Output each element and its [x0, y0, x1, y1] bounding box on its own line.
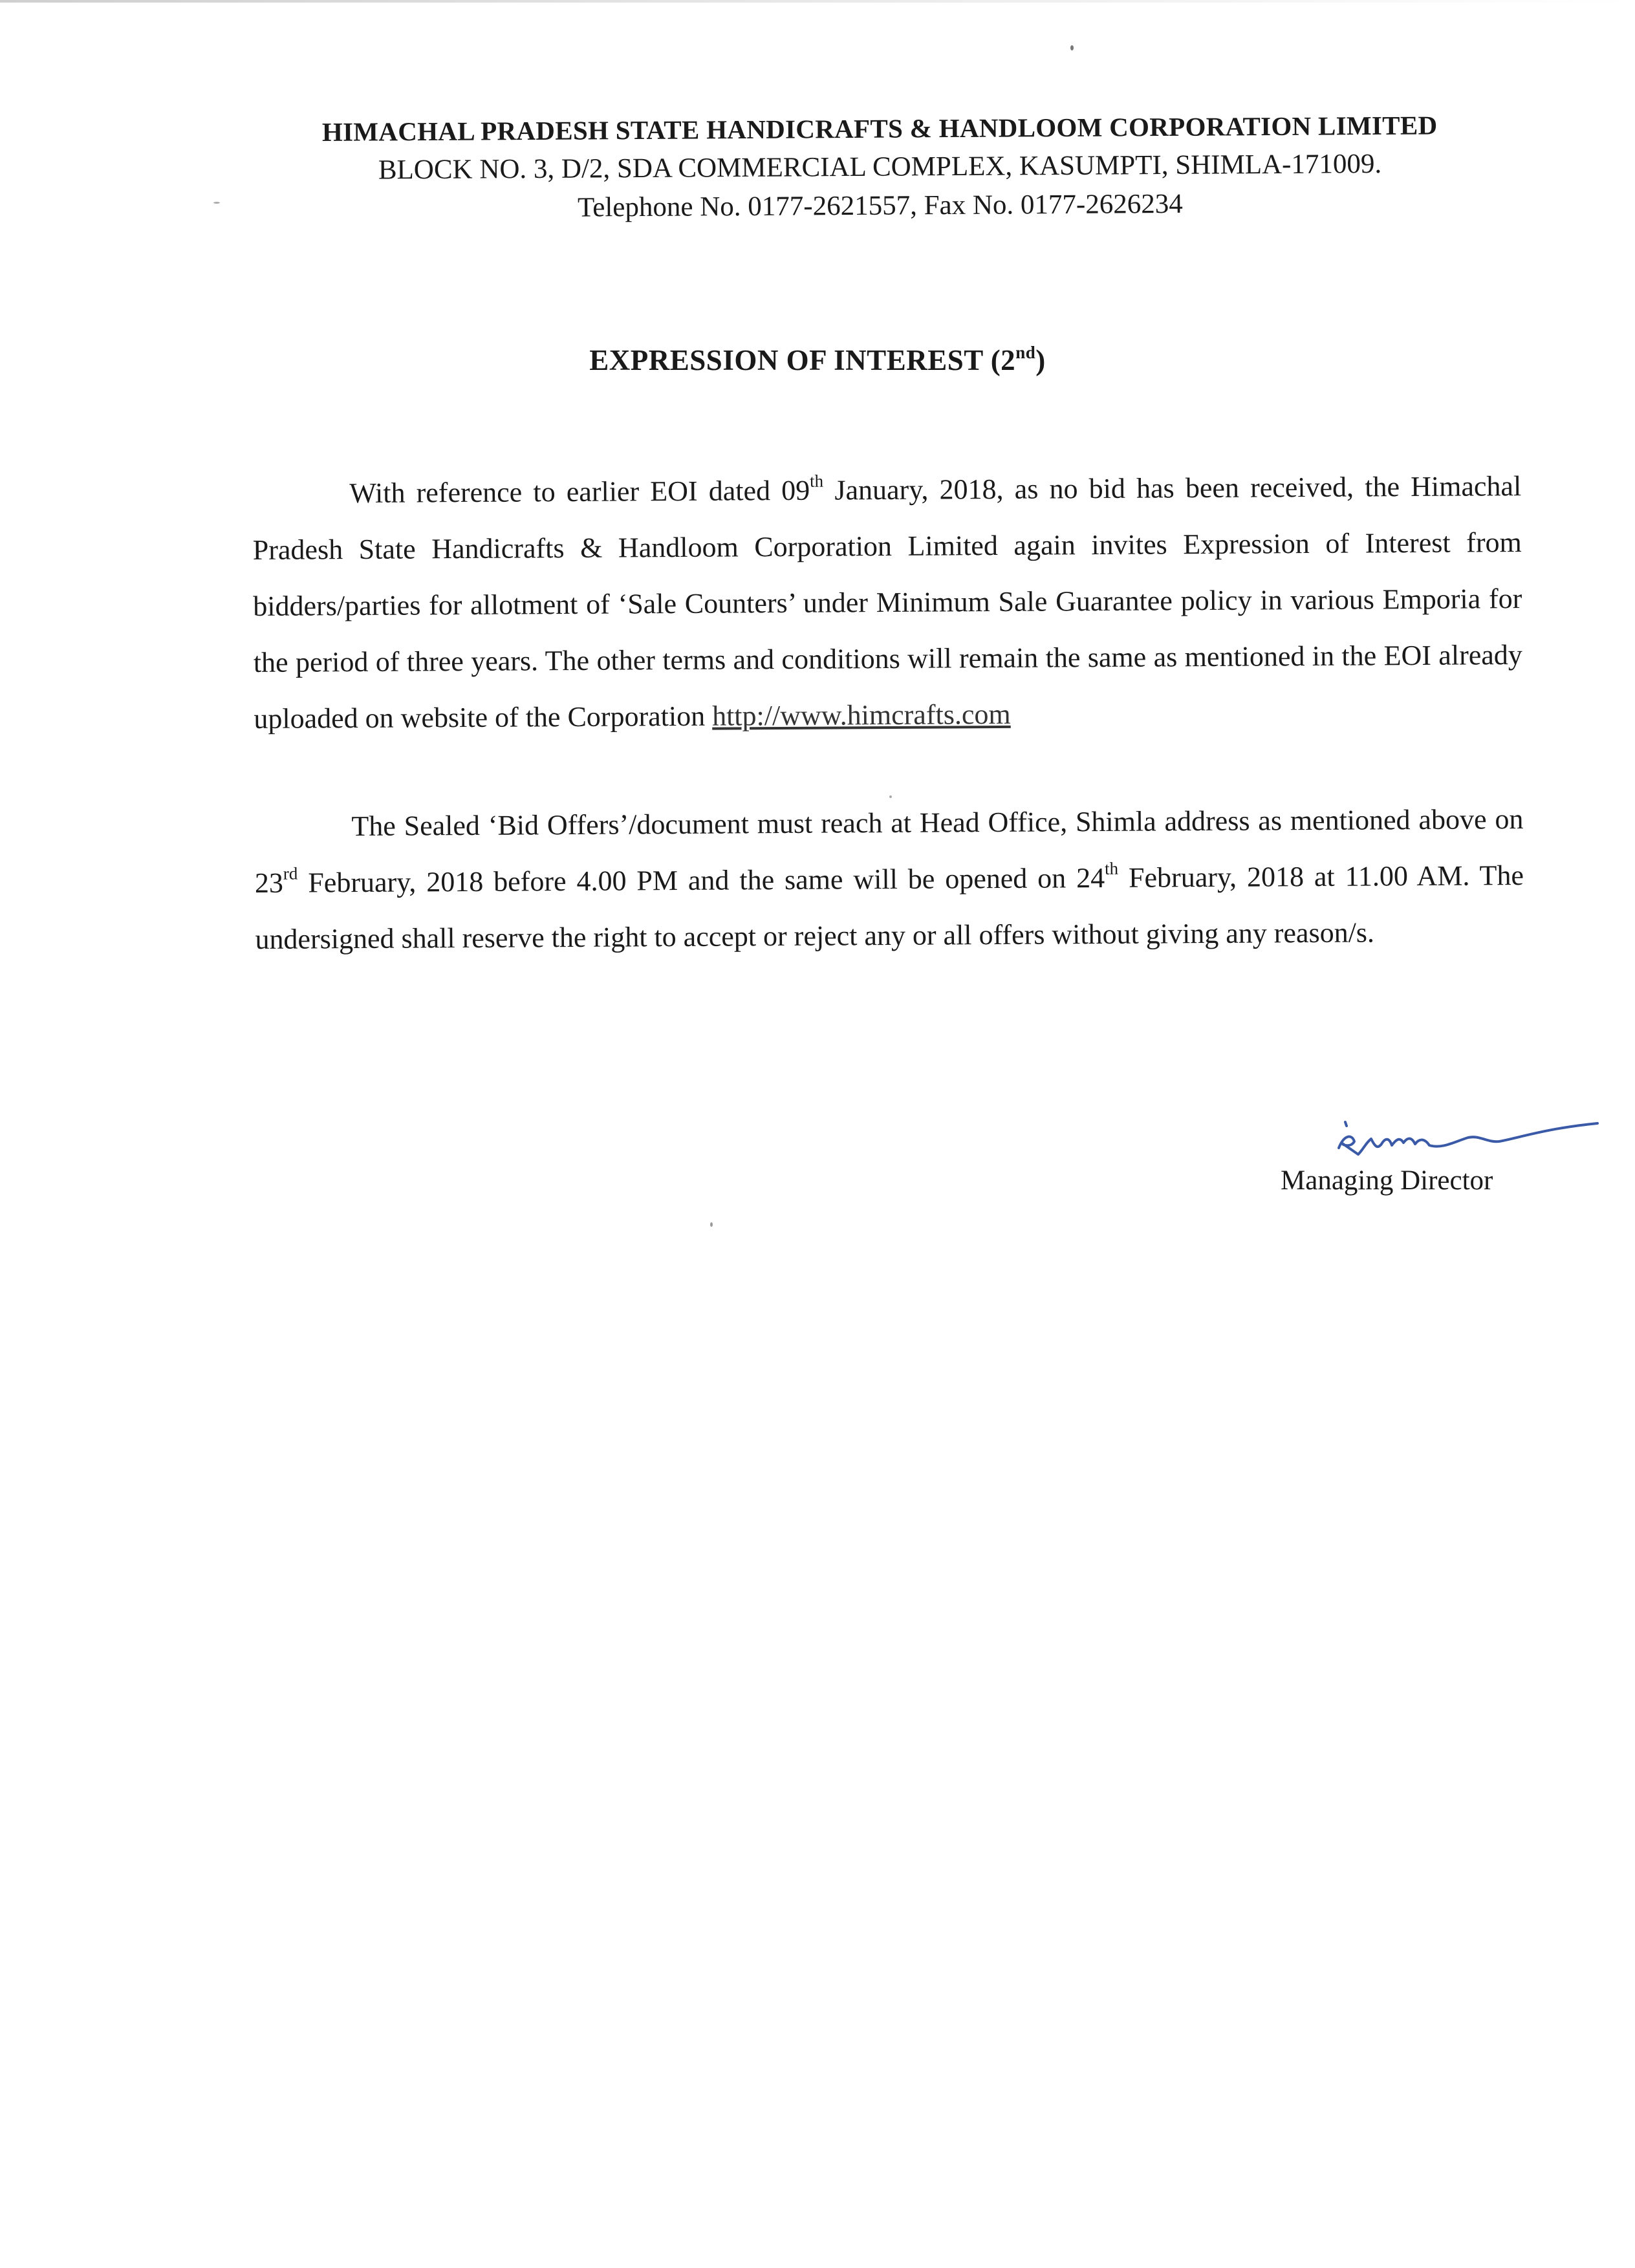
handwritten-signature	[1332, 1109, 1604, 1167]
scan-speck	[1070, 45, 1074, 50]
website-link[interactable]: http://www.himcrafts.com	[711, 698, 1011, 732]
paragraph-bid-submission	[254, 791, 1524, 967]
scan-speck	[213, 202, 220, 204]
organization-contact: Telephone No. 0177-2621557, Fax No. 0177-2626234	[577, 188, 1183, 223]
title-superscript: nd	[1015, 343, 1036, 362]
paragraph2-part1: The Sealed ‘Bid Offers’/document must reach at Head Office, Shimla address as mentioned above on 23	[254, 803, 1524, 899]
paragraph-eoi-reference	[252, 458, 1523, 747]
paragraph1-sup1: th	[810, 471, 824, 491]
signatory-designation: Managing Director	[1281, 1165, 1493, 1196]
scan-speck	[710, 1222, 713, 1227]
paragraph2-sup2: th	[1104, 858, 1119, 878]
paragraph2-part2: February, 2018 before 4.00 PM and the same will be opened on 24	[298, 861, 1105, 899]
paragraph2-sup1: rd	[283, 863, 298, 883]
paragraph1-part2: January, 2018, as no bid has been received, the Himachal Pradesh State Handicrafts & Handloom Corporation Limited again invites Expression of Interest from bidders/parties for allotment of ‘Sale Counters’ under Minimum Sale Guarantee policy in various Emporia for the period of three years. The other terms and conditions will remain the same as mentioned in the EOI already uploaded on website of the Corporation	[252, 470, 1522, 735]
organization-address: BLOCK NO. 3, D/2, SDA COMMERCIAL COMPLEX, KASUMPTI, SHIMLA-171009.	[378, 148, 1382, 186]
paragraph2-part3: February, 2018 at 11.00 AM. The undersigned shall reserve the right to accept or reject any or all offers without giving any reason/s.	[255, 859, 1524, 955]
scan-speck	[889, 795, 892, 798]
document-title	[0, 343, 1635, 377]
title-text: EXPRESSION OF INTEREST (2	[589, 344, 1016, 376]
letterhead	[213, 105, 1546, 230]
signature-block	[1268, 1109, 1630, 1219]
title-closing: )	[1035, 344, 1046, 376]
document-body	[252, 458, 1524, 967]
scan-top-edge	[0, 0, 1635, 3]
organization-name: HIMACHAL PRADESH STATE HANDICRAFTS & HANDLOOM CORPORATION LIMITED	[321, 110, 1438, 147]
paragraph1-part1: With reference to earlier EOI dated 09	[349, 474, 810, 510]
